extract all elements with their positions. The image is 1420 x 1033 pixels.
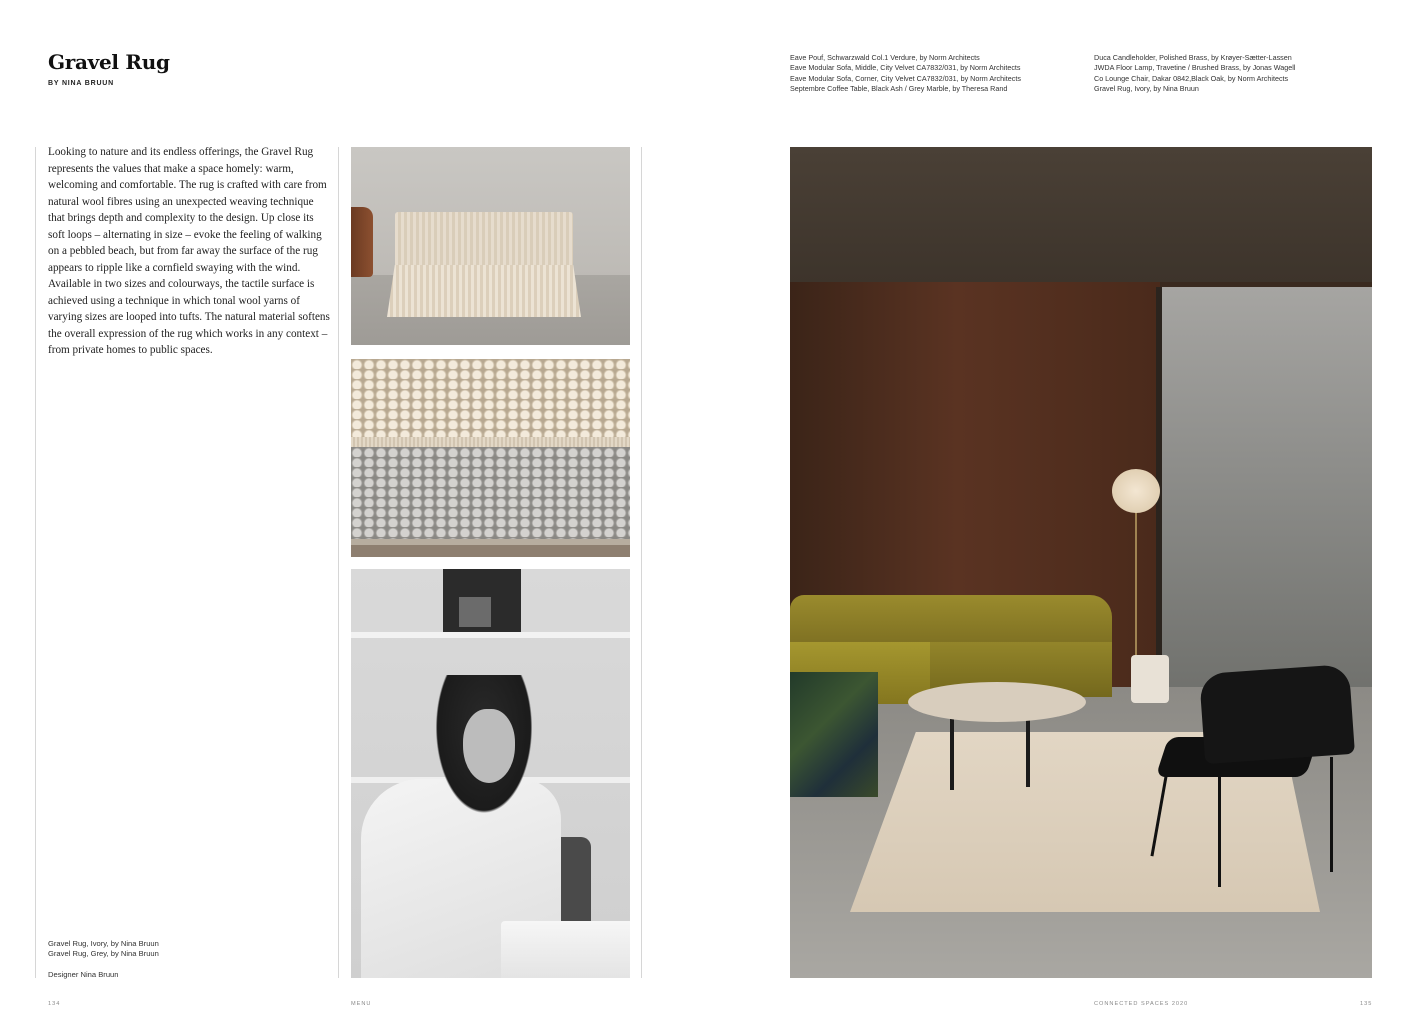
credit-line: Co Lounge Chair, Dakar 0842,Black Oak, by Norm Architects <box>1094 73 1289 83</box>
photo-rug-drape <box>387 265 581 317</box>
credit-line: Eave Modular Sofa, Corner, City Velvet CA7832/031, by Norm Architects <box>790 73 1021 83</box>
caption-rugs <box>48 939 159 959</box>
texture-binding <box>351 437 630 447</box>
photo-rug-top <box>395 212 573 270</box>
credits-left-column <box>790 53 1021 94</box>
section-name-left: MENU <box>351 1001 372 1007</box>
caption-rug-ivory: Gravel Rug, Ivory, by Nina Bruun <box>48 939 159 948</box>
article-title: Gravel Rug <box>48 50 170 74</box>
ivory-texture <box>351 359 630 437</box>
scene-pouf <box>790 672 878 797</box>
rug-draped-photo <box>351 147 630 345</box>
laptop <box>501 921 630 978</box>
texture-edge <box>351 539 630 557</box>
rug-texture-photo <box>351 359 630 557</box>
designer-portrait-photo <box>351 569 630 978</box>
table-leg <box>950 712 954 790</box>
page-number-right: 135 <box>1360 1001 1373 1007</box>
designer-face <box>463 709 515 783</box>
caption-rug-grey: Gravel Rug, Grey, by Nina Bruun <box>48 949 159 959</box>
article-byline: BY NINA BRUUN <box>48 80 115 87</box>
credit-line: Eave Modular Sofa, Middle, City Velvet CA7832/031, by Norm Architects <box>790 63 1021 73</box>
grey-texture <box>351 447 630 539</box>
credit-line: Gravel Rug, Ivory, by Nina Bruun <box>1094 83 1199 93</box>
shelf-object-small <box>459 597 491 627</box>
article-body: Looking to nature and its endless offerings, the Gravel Rug represents the values that make a space homely: warm, welcoming and comfortable. The rug is crafted with care from natural wool fibres using an unexpected weaving technique that brings depth and complexity to the design. Up close its soft loops – alternating in size – evoke the feeling of walking on a pebbled beach, but from far away the surface of the rug appears to ripple like a cornfield swaying with the wind. Available in two sizes and colourways, the tactile surface is achieved using a technique in which tonal wool yarns of varying sizes are looped into tufts. The natural material softens the overall expression of the rug which works in any context – from private homes to public spaces. <box>48 146 330 356</box>
column-rule-right <box>641 147 642 978</box>
scene-lamp-pole <box>1135 512 1137 657</box>
photo-chair <box>351 207 373 277</box>
chair-leg <box>1330 757 1333 872</box>
scene-coffee-table <box>908 682 1086 722</box>
credit-line: JWDA Floor Lamp, Travetine / Brushed Brass, by Jonas Wagell <box>1094 63 1296 73</box>
credit-line: Septembre Coffee Table, Black Ash / Grey Marble, by Theresa Rand <box>790 83 1008 93</box>
section-name-right: CONNECTED SPACES 2020 <box>1094 1001 1189 1007</box>
credits-right-column <box>1094 53 1295 94</box>
scene-lamp-base <box>1131 655 1169 703</box>
table-leg <box>1026 717 1030 787</box>
left-margin-rule <box>35 147 36 978</box>
page-number-left: 134 <box>48 1001 61 1007</box>
column-rule <box>338 147 339 978</box>
credit-line: Eave Pouf, Schwarzwald Col.1 Verdure, by Norm Architects <box>790 53 980 62</box>
chair-leg <box>1218 767 1221 887</box>
scene-ceiling <box>790 147 1372 282</box>
scene-lamp-shade <box>1112 469 1160 513</box>
scene-window <box>1160 287 1372 707</box>
shelf <box>351 632 630 638</box>
interior-scene-photo <box>790 147 1372 978</box>
scene-chair-back <box>1199 664 1355 764</box>
scene-sofa-back <box>790 595 1112 647</box>
caption-designer: Designer Nina Bruun <box>48 970 119 979</box>
credit-line: Duca Candleholder, Polished Brass, by Krøyer-Sætter-Lassen <box>1094 53 1292 62</box>
